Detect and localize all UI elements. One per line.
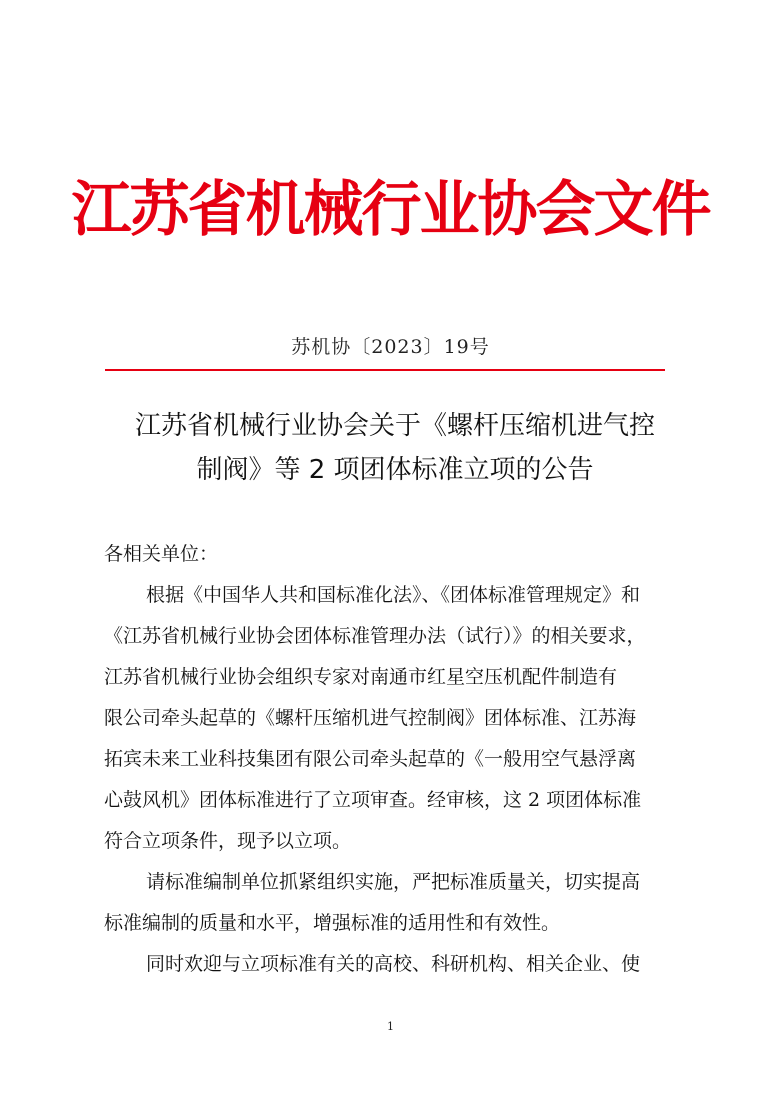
body-line: 限公司牵头起草的《螺杆压缩机进气控制阀》团体标准、江苏海: [104, 707, 637, 729]
body-line: 《江苏省机械行业协会团体标准管理办法（试行）》的相关要求，: [104, 625, 646, 647]
body-line: 同时欢迎与立项标准有关的高校、科研机构、相关企业、使: [146, 953, 641, 975]
document-number: 苏机协〔2023〕19号: [291, 336, 490, 358]
body-line: 请标准编制单位抓紧组织实施，严把标准质量关，切实提高: [146, 871, 641, 893]
body-line: 标准编制的质量和水平，增强标准的适用性和有效性。: [104, 912, 561, 934]
body-line: 江苏省机械行业协会组织专家对南通市红星空压机配件制造有: [104, 666, 618, 688]
masthead-title: 江苏省机械行业协会文件: [71, 175, 710, 245]
page-number: 1: [387, 1020, 394, 1033]
salutation: 各相关单位：: [104, 543, 219, 565]
announcement-title: [100, 404, 690, 492]
red-divider-line: [105, 369, 665, 371]
body-line: 心鼓风机》团体标准进行了立项审查。经审核，这 2 项团体标准: [104, 789, 642, 811]
title-line-2: 制阀》等 2 项团体标准立项的公告: [196, 455, 594, 485]
body-line: 符合立项条件，现予以立项。: [104, 830, 352, 852]
body-line: 拓宾未来工业科技集团有限公司牵头起草的《一般用空气悬浮离: [104, 748, 637, 770]
title-line-1: 江苏省机械行业协会关于《螺杆压缩机进气控: [134, 411, 655, 441]
document-body: [104, 534, 690, 985]
body-line: 根据《中国华人共和国标准化法》、《团体标准管理规定》和: [146, 584, 641, 606]
